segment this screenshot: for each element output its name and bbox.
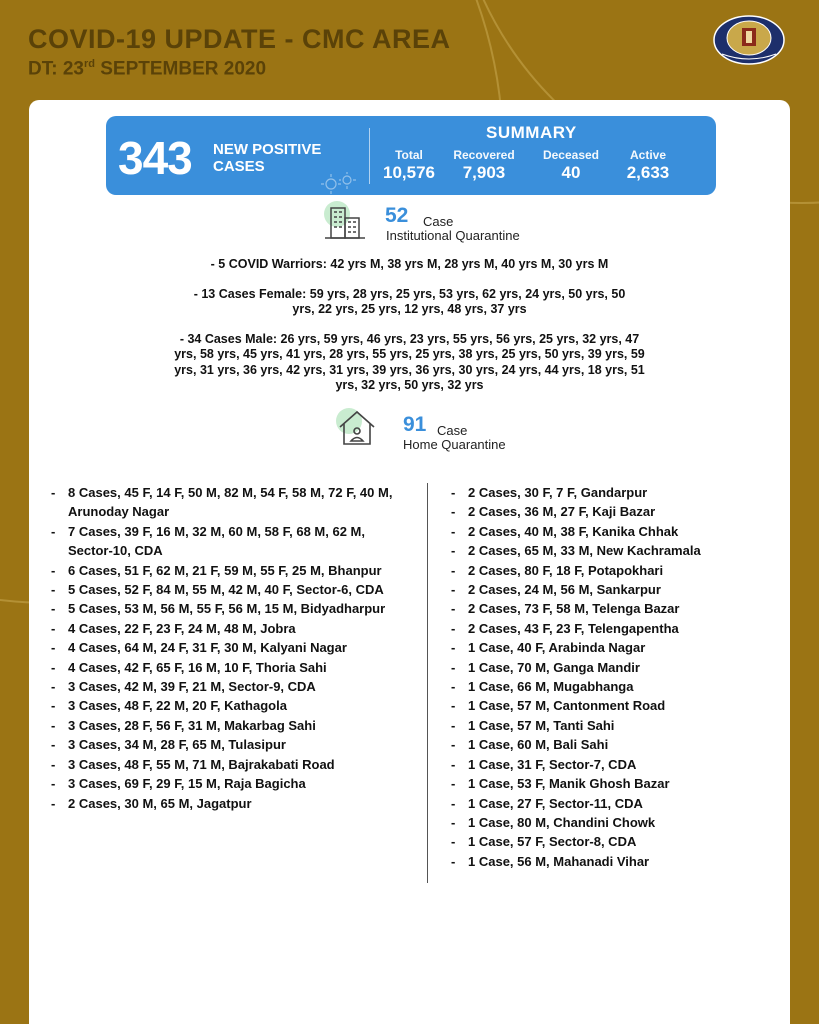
list-item: - 4 Cases, 22 F, 23 F, 24 M, 48 M, Jobra: [51, 620, 296, 636]
list-item: - 3 Cases, 48 F, 55 M, 71 M, Bajrakabati Road: [51, 756, 335, 772]
institutional-label: Institutional Quarantine: [386, 228, 520, 243]
stat-active: Active 2,633: [626, 148, 670, 182]
home-list-left: [51, 483, 411, 813]
list-item: - 1 Case, 31 F, Sector-7, CDA: [451, 756, 637, 772]
new-positive-label: NEW POSITIVE CASES: [213, 141, 322, 175]
list-item: - 8 Cases, 45 F, 14 F, 50 M, 82 M, 54 F, 58 M, 72 F, 40 M, Arunoday Nagar: [51, 485, 393, 520]
list-item: - 2 Cases, 65 M, 33 M, New Kachramala: [451, 543, 701, 559]
stat-total: Total 10,576: [383, 148, 435, 182]
list-item: - 1 Case, 70 M, Ganga Mandir: [451, 659, 640, 675]
list-item: - 4 Cases, 64 M, 24 F, 31 F, 30 M, Kalyani Nagar: [51, 640, 347, 656]
list-item: - 1 Case, 27 F, Sector-11, CDA: [451, 795, 643, 811]
list-item: - 1 Case, 53 F, Manik Ghosh Bazar: [451, 776, 670, 792]
list-item: - 3 Cases, 28 F, 56 F, 31 M, Makarbag Sahi: [51, 717, 316, 733]
list-item: - 1 Case, 57 M, Tanti Sahi: [451, 717, 615, 733]
content-card: [29, 100, 790, 1024]
summary-divider: [369, 128, 370, 184]
male-cases-line: - 34 Cases Male: 26 yrs, 59 yrs, 46 yrs, 23 yrs, 55 yrs, 56 yrs, 25 yrs, 32 yrs, 47 yrs, 58 yrs, 45 yrs, 41 yrs, 28 yrs, 55 yrs, 25 yrs, 38 yrs, 25 yrs, 50 yrs, 39 yrs, 59 yrs, 31 yrs, 36 yrs, 42 yrs, 31 yrs, 39 yrs, 36 yrs, 30 yrs, 24 yrs, 44 yrs, 18 yrs, 51 yrs, 32 yrs, 50 yrs, 32 yrs: [174, 331, 645, 392]
list-item: - 3 Cases, 69 F, 29 F, 15 M, Raja Bagicha: [51, 776, 306, 792]
stat-deceased: Deceased 40: [542, 148, 600, 182]
list-item: - 1 Case, 40 F, Arabinda Nagar: [451, 640, 646, 656]
list-item: - 2 Cases, 36 M, 27 F, Kaji Bazar: [451, 504, 656, 520]
institutional-list: [29, 257, 790, 408]
list-item: - 3 Cases, 48 F, 22 M, 20 F, Kathagola: [51, 698, 287, 714]
virus-icon: [319, 170, 359, 194]
list-item: - 2 Cases, 43 F, 23 F, Telengapentha: [451, 620, 679, 636]
summary-title: SUMMARY: [486, 123, 577, 142]
list-item: - 4 Cases, 42 F, 65 F, 16 M, 10 F, Thoria Sahi: [51, 659, 327, 675]
list-item: - 2 Cases, 40 M, 38 F, Kanika Chhak: [451, 523, 679, 539]
home-label: Home Quarantine: [403, 437, 506, 452]
list-item: - 1 Case, 60 M, Bali Sahi: [451, 737, 609, 753]
list-item: - 5 Cases, 52 F, 84 M, 55 M, 42 M, 40 F, Sector-6, CDA: [51, 582, 384, 598]
page-date: DT: 23rd SEPTEMBER 2020: [28, 58, 267, 80]
home-list-right: [451, 483, 781, 871]
list-item: - 2 Cases, 80 F, 18 F, Potapokhari: [451, 562, 664, 578]
list-item: - 3 Cases, 34 M, 28 F, 65 M, Tulasipur: [51, 737, 286, 753]
list-item: - 5 Cases, 53 M, 56 M, 55 F, 56 M, 15 M, Bidyadharpur: [51, 601, 386, 617]
list-item: - 1 Case, 57 M, Cantonment Road: [451, 698, 666, 714]
covid-warriors-line: - 5 COVID Warriors: 42 yrs M, 38 yrs M, 28 yrs M, 40 yrs M, 30 yrs M: [210, 257, 609, 271]
female-cases-line: - 13 Cases Female: 59 yrs, 28 yrs, 25 yrs, 53 yrs, 62 yrs, 24 yrs, 50 yrs, 50 yrs, 22 yrs, 25 yrs, 12 yrs, 48 yrs, 37 yrs: [193, 286, 626, 316]
institutional-case-word: Case: [423, 214, 454, 229]
column-divider: [427, 483, 428, 883]
list-item: - 1 Case, 57 F, Sector-8, CDA: [451, 834, 637, 850]
list-item: - 2 Cases, 30 M, 65 M, Jagatpur: [51, 795, 252, 811]
home-count: 91: [403, 413, 427, 436]
list-item: - 6 Cases, 51 F, 62 M, 21 F, 59 M, 55 F, 25 M, Bhanpur: [51, 562, 382, 578]
new-positive-count: 343: [118, 132, 192, 184]
stat-recovered: Recovered 7,903: [453, 148, 515, 182]
home-case-word: Case: [437, 423, 468, 438]
list-item: - 1 Case, 80 M, Chandini Chowk: [451, 814, 656, 830]
page-title: COVID-19 UPDATE - CMC AREA: [28, 24, 451, 54]
list-item: - 7 Cases, 39 F, 16 M, 32 M, 60 M, 58 F, 68 M, 62 M, Sector-10, CDA: [51, 523, 365, 559]
list-item: - 2 Cases, 24 M, 56 M, Sankarpur: [451, 582, 661, 598]
building-icon: [319, 200, 369, 242]
list-item: - 1 Case, 56 M, Mahanadi Vihar: [451, 853, 650, 869]
list-item: - 1 Case, 66 M, Mugabhanga: [451, 679, 634, 695]
list-item: - 2 Cases, 73 F, 58 M, Telenga Bazar: [451, 601, 680, 617]
list-item: - 3 Cases, 42 M, 39 F, 21 M, Sector-9, CDA: [51, 679, 316, 695]
home-icon: [334, 407, 384, 449]
municipal-corporation-logo: [712, 14, 786, 66]
list-item: - 2 Cases, 30 F, 7 F, Gandarpur: [451, 485, 648, 500]
institutional-count: 52: [385, 204, 409, 227]
summary-banner: [106, 116, 716, 195]
